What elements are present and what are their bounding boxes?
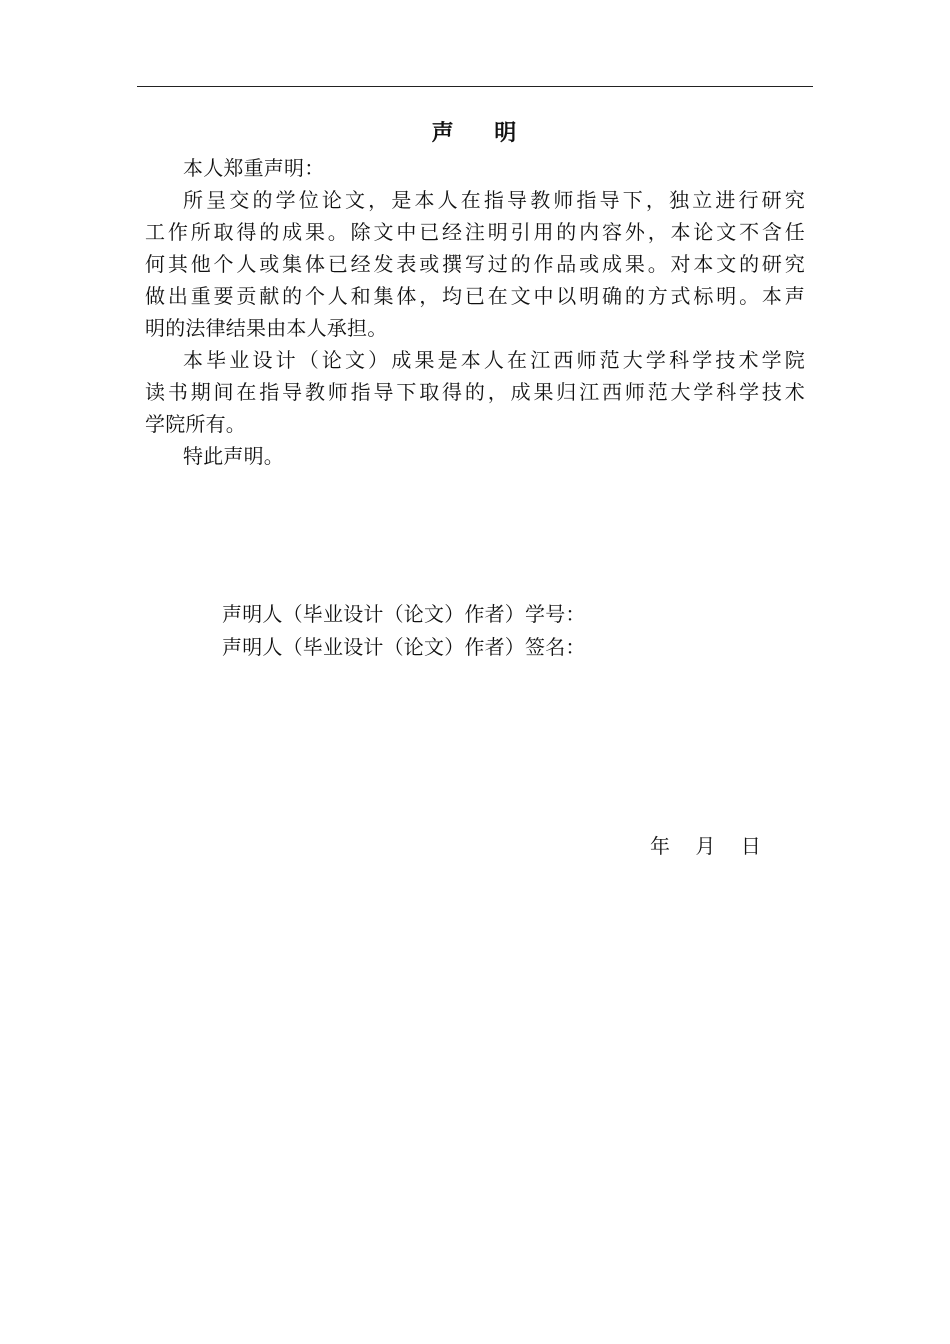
- paragraph1-line-4: 做出重要贡献的个人和集体，均已在文中以明确的方式标明。本声: [145, 284, 805, 308]
- paragraph1-line-5: 明的法律结果由本人承担。: [145, 316, 388, 340]
- signature-label: 声明人（毕业设计（论文）作者）签名：: [222, 635, 586, 659]
- paragraph2-line-1: 本毕业设计（论文）成果是本人在江西师范大学科学技术学院: [183, 348, 805, 372]
- student-id-label: 声明人（毕业设计（论文）作者）学号：: [222, 602, 586, 626]
- paragraph1-line-2: 工作所取得的成果。除文中已经注明引用的内容外，本论文不含任: [145, 220, 805, 244]
- opening-line: 本人郑重声明：: [183, 156, 325, 180]
- closing-line: 特此声明。: [183, 444, 284, 468]
- header-rule: [137, 86, 813, 87]
- paragraph1-line-1: 所呈交的学位论文，是本人在指导教师指导下，独立进行研究: [183, 188, 805, 212]
- paragraph1-line-3: 何其他个人或集体已经发表或撰写过的作品或成果。对本文的研究: [145, 252, 805, 276]
- date-line: 年 月 日: [650, 834, 761, 858]
- document-title: 声 明: [431, 121, 519, 146]
- paragraph2-line-3: 学院所有。: [145, 412, 246, 436]
- paragraph2-line-2: 读书期间在指导教师指导下取得的，成果归江西师范大学科学技术: [145, 380, 805, 404]
